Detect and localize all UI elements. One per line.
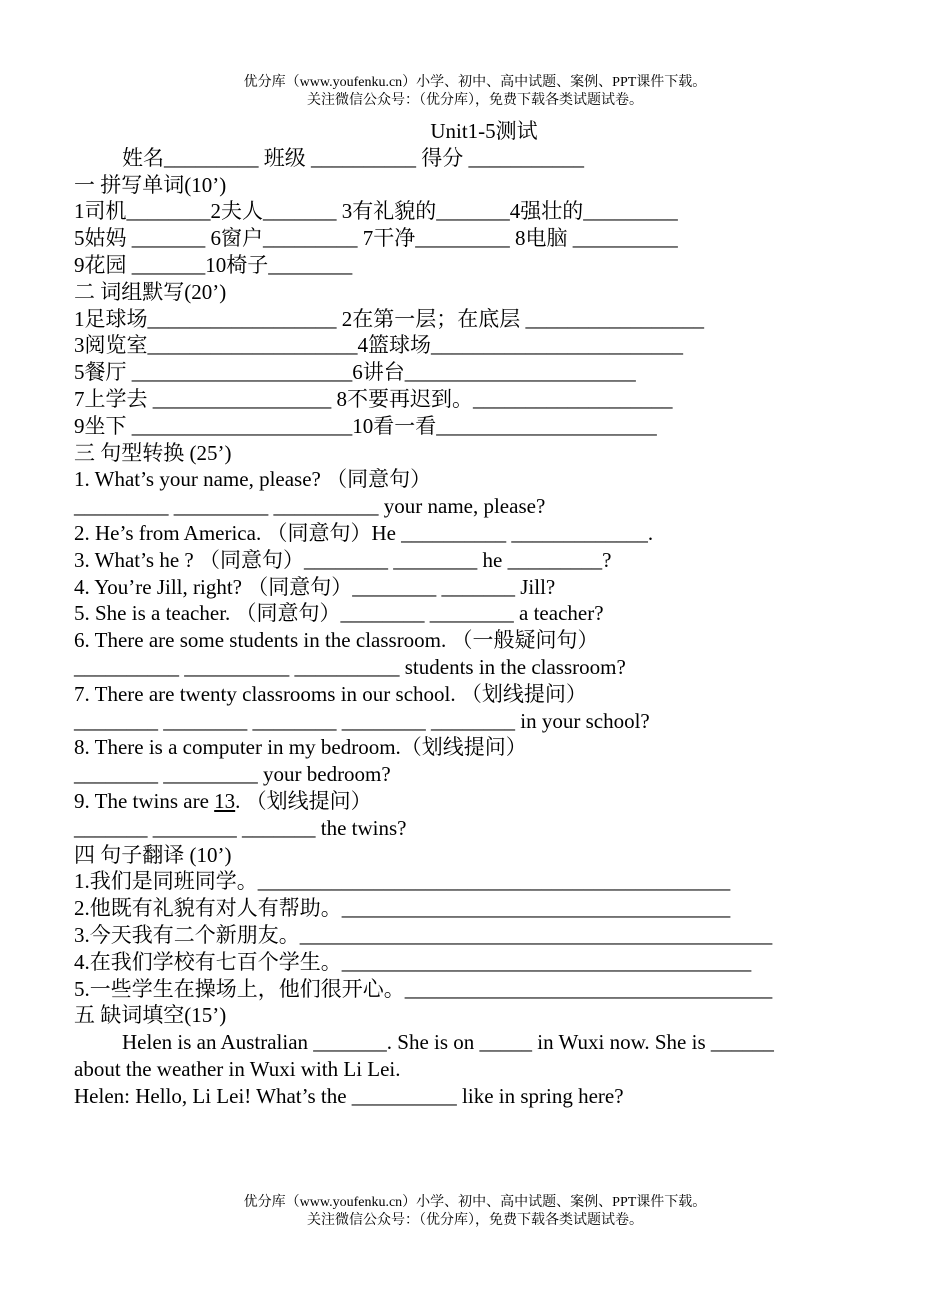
- worksheet-title: Unit1-5测试: [430, 119, 538, 143]
- question-line: 9坐下 _____________________10看一看_____________________: [74, 413, 657, 438]
- section-cloze: [74, 1002, 894, 1109]
- answer-line: __________ __________ __________ students in the classroom?: [74, 654, 626, 679]
- answer-line: _______ ________ _______ the twins?: [74, 815, 407, 840]
- question-line: 8. There is a computer in my bedroom.（划线提问）: [74, 735, 527, 760]
- question-line: 3. What’s he ? （同意句）________ ________ he _________?: [74, 547, 612, 572]
- q9-prefix: 9. The twins are: [74, 788, 215, 813]
- question-line: 5.一些学生在操场上，他们很开心。___________________________________: [74, 976, 773, 1001]
- question-line: 3阅览室____________________4篮球场________________________: [74, 333, 683, 358]
- q9-underlined-number: 13: [214, 788, 236, 813]
- question-line: 2.他既有礼貌有对人有帮助。_____________________________________: [74, 896, 731, 921]
- section-heading: 三 句型转换 (25’): [74, 440, 232, 465]
- section-sentence-transform: [74, 440, 894, 842]
- worksheet-body: [74, 118, 894, 1109]
- question-line: 5姑妈 _______ 6窗户_________ 7干净_________ 8电脑 __________: [74, 226, 678, 251]
- question-line: 5餐厅 _____________________6讲台______________________: [74, 360, 636, 385]
- section-translation: [74, 842, 894, 1003]
- footer-line-2: 关注微信公众号：（优分库），免费下载各类试题试卷。: [307, 1213, 643, 1228]
- question-line: 1. What’s your name, please? （同意句）: [74, 467, 432, 492]
- q9-suffix: . （划线提问）: [235, 788, 372, 813]
- header-line-2: 关注微信公众号：（优分库），免费下载各类试题试卷。: [307, 93, 643, 108]
- section-heading: 四 句子翻译 (10’): [74, 842, 232, 867]
- header-line-1: 优分库（www.youfenku.cn）小学、初中、高中试题、案例、PPT课件下载。: [243, 75, 707, 90]
- question-line: 1足球场__________________ 2在第一层；在底层 _________________: [74, 306, 704, 331]
- answer-line: ________ ________ ________ ________ ________ in your school?: [74, 708, 650, 733]
- question-line: 4.在我们学校有七百个学生。_______________________________________: [74, 949, 752, 974]
- cloze-dialogue-line: Helen: Hello, Li Lei! What’s the __________ like in spring here?: [74, 1083, 624, 1108]
- student-info-line: 姓名_________ 班级 __________ 得分 ___________: [122, 145, 584, 170]
- section-heading: 五 缺词填空(15’): [74, 1003, 227, 1028]
- footer-line-1: 优分库（www.youfenku.cn）小学、初中、高中试题、案例、PPT课件下载。: [243, 1195, 707, 1210]
- section-spelling: [74, 172, 894, 279]
- question-line: 3.今天我有二个新朋友。_____________________________________________: [74, 922, 773, 947]
- question-line: 5. She is a teacher. （同意句）________ ________ a teacher?: [74, 601, 604, 626]
- section-phrases: [74, 279, 894, 440]
- question-line: 6. There are some students in the classroom. （一般疑问句）: [74, 628, 599, 653]
- question-line: [74, 788, 894, 815]
- cloze-paragraph-line: about the weather in Wuxi with Li Lei.: [74, 1056, 401, 1081]
- page-header: [0, 74, 950, 110]
- question-line: 9花园 _______10椅子________: [74, 252, 353, 277]
- cloze-paragraph-line: Helen is an Australian _______. She is on _____ in Wuxi now. She is ______: [122, 1030, 774, 1055]
- question-line: 7上学去 _________________ 8不要再迟到。___________________: [74, 386, 673, 411]
- answer-line: ________ _________ your bedroom?: [74, 762, 391, 787]
- page-footer: [0, 1194, 950, 1230]
- question-line: 2. He’s from America. （同意句）He __________ _____________.: [74, 520, 654, 545]
- question-line: 7. There are twenty classrooms in our school. （划线提问）: [74, 681, 587, 706]
- question-line: 4. You’re Jill, right? （同意句）________ _______ Jill?: [74, 574, 556, 599]
- answer-line: _________ _________ __________ your name, please?: [74, 494, 546, 519]
- section-heading: 一 拼写单词(10’): [74, 172, 227, 197]
- question-line: 1.我们是同班同学。_____________________________________________: [74, 869, 731, 894]
- section-heading: 二 词组默写(20’): [74, 279, 227, 304]
- question-line: 1司机________2夫人_______ 3有礼貌的_______4强壮的_________: [74, 199, 678, 224]
